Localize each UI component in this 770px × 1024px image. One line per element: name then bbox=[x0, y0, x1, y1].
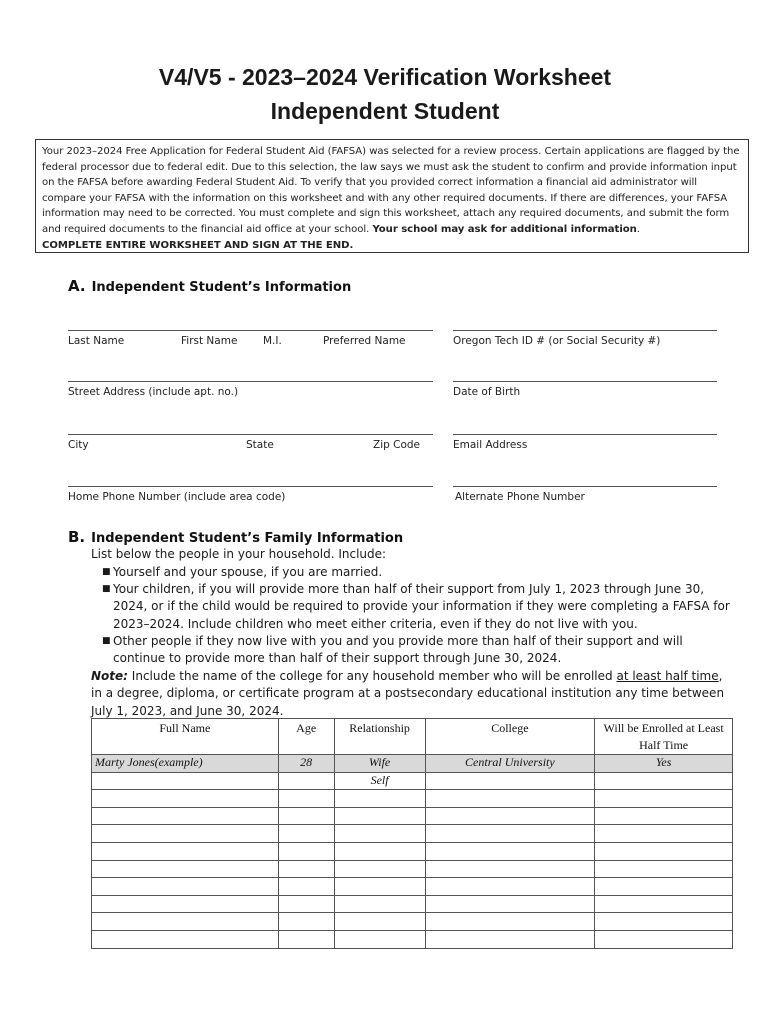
title-line-1: V4/V5 - 2023–2024 Verification Worksheet bbox=[158, 64, 612, 90]
table-cell[interactable] bbox=[278, 842, 334, 860]
table-cell[interactable] bbox=[595, 930, 733, 948]
title-line-2: Independent Student bbox=[270, 98, 500, 124]
email-label: Email Address bbox=[453, 439, 528, 451]
table-row[interactable] bbox=[92, 895, 733, 913]
email-line[interactable] bbox=[453, 434, 717, 435]
col-header-college: College bbox=[425, 719, 595, 755]
table-cell[interactable] bbox=[595, 772, 733, 790]
table-row[interactable] bbox=[92, 790, 733, 808]
table-row[interactable] bbox=[92, 825, 733, 843]
table-cell[interactable] bbox=[278, 772, 334, 790]
table-cell[interactable] bbox=[278, 825, 334, 843]
table-cell[interactable] bbox=[425, 790, 595, 808]
bullet-text: Other people if they now live with you and you provide more than half of their support and will continue to provide more than half of their support through June 30, 2024. bbox=[113, 634, 683, 666]
home-phone-label: Home Phone Number (include area code) bbox=[68, 491, 286, 503]
table-cell[interactable] bbox=[595, 860, 733, 878]
bullet-text: Your children, if you will provide more than half of their support from July 1, 2023 through June 30, 2024, or if the child would be required to provide your information if they were completing a FAFSA for 2023–2024. Include children who meet either criteria, even if they do not live with you. bbox=[113, 582, 730, 631]
table-cell[interactable] bbox=[425, 807, 595, 825]
example-age: 28 bbox=[278, 755, 334, 773]
note-underline: at least half time bbox=[616, 669, 719, 683]
bullet-icon: ■ bbox=[102, 636, 111, 646]
section-a-heading bbox=[68, 277, 351, 295]
example-college: Central University bbox=[425, 755, 595, 773]
mi-label: M.I. bbox=[263, 335, 282, 347]
table-cell[interactable] bbox=[425, 913, 595, 931]
section-a-title: Independent Student’s Information bbox=[91, 280, 352, 295]
section-b-title: Independent Student’s Family Information bbox=[91, 531, 404, 546]
street-line[interactable] bbox=[68, 381, 433, 382]
example-row bbox=[92, 755, 733, 773]
table-cell[interactable] bbox=[92, 895, 279, 913]
last-name-label: Last Name bbox=[68, 335, 125, 347]
table-cell[interactable] bbox=[425, 772, 595, 790]
preferred-name-label: Preferred Name bbox=[323, 335, 406, 347]
intro-text: Your 2023–2024 Free Application for Federal Student Aid (FAFSA) was selected for a review process. Certain applications are flagged by the federal processor due to federal edit. Due to this selection, the law says we must ask the student to confirm and provide information input on the FAFSA before awarding Federal Student Aid. To verify that you provided correct information a financial aid administrator will compare your FAFSA with the information on this worksheet and with any other required documents. If there are differences, your FAFSA information may need to be corrected. You must complete and sign this worksheet, attach any required documents, and submit the form and required documents to the financial aid office at your school. bbox=[42, 146, 740, 235]
student-id-label: Oregon Tech ID # (or Social Security #) bbox=[453, 335, 661, 347]
col-header-age: Age bbox=[278, 719, 334, 755]
table-cell[interactable] bbox=[334, 860, 425, 878]
dob-line[interactable] bbox=[453, 381, 717, 382]
table-row[interactable] bbox=[92, 860, 733, 878]
household-table bbox=[91, 718, 733, 949]
bullet-item bbox=[102, 633, 723, 668]
table-cell[interactable] bbox=[595, 825, 733, 843]
bullet-icon: ■ bbox=[102, 567, 111, 577]
table-cell[interactable] bbox=[278, 913, 334, 931]
col-header-enrolled: Will be Enrolled at Least Half Time bbox=[595, 719, 733, 755]
home-phone-line[interactable] bbox=[68, 486, 433, 487]
self-relationship-cell: Self bbox=[334, 772, 425, 790]
table-cell[interactable] bbox=[92, 930, 279, 948]
intro-bold-text: Your school may ask for additional information bbox=[372, 223, 637, 235]
col-header-relationship: Relationship bbox=[334, 719, 425, 755]
table-cell[interactable] bbox=[425, 860, 595, 878]
table-cell[interactable] bbox=[92, 842, 279, 860]
table-row[interactable] bbox=[92, 772, 733, 790]
table-cell[interactable] bbox=[334, 790, 425, 808]
table-cell[interactable] bbox=[425, 825, 595, 843]
table-cell[interactable] bbox=[278, 807, 334, 825]
table-cell[interactable] bbox=[92, 860, 279, 878]
table-cell[interactable] bbox=[278, 790, 334, 808]
table-cell[interactable] bbox=[92, 790, 279, 808]
table-cell[interactable] bbox=[92, 825, 279, 843]
complete-instruction: COMPLETE ENTIRE WORKSHEET AND SIGN AT THE END. bbox=[42, 239, 354, 251]
zip-label: Zip Code bbox=[373, 439, 420, 451]
table-cell[interactable] bbox=[595, 913, 733, 931]
col-header-full-name: Full Name bbox=[92, 719, 279, 755]
first-name-label: First Name bbox=[181, 335, 238, 347]
city-label: City bbox=[68, 439, 89, 451]
alt-phone-label: Alternate Phone Number bbox=[455, 491, 585, 503]
table-cell[interactable] bbox=[595, 842, 733, 860]
bullet-item bbox=[102, 564, 733, 581]
table-cell[interactable] bbox=[334, 825, 425, 843]
table-row[interactable] bbox=[92, 930, 733, 948]
table-cell[interactable] bbox=[334, 807, 425, 825]
bullet-icon: ■ bbox=[102, 584, 111, 594]
table-cell[interactable] bbox=[425, 878, 595, 896]
table-cell[interactable] bbox=[334, 878, 425, 896]
table-cell[interactable] bbox=[425, 842, 595, 860]
table-row[interactable] bbox=[92, 842, 733, 860]
example-enrolled: Yes bbox=[595, 755, 733, 773]
table-cell[interactable] bbox=[92, 772, 279, 790]
table-cell[interactable] bbox=[92, 913, 279, 931]
intro-end-text: . bbox=[636, 223, 640, 235]
table-cell[interactable] bbox=[278, 878, 334, 896]
table-cell[interactable] bbox=[595, 895, 733, 913]
table-cell[interactable] bbox=[278, 895, 334, 913]
table-cell[interactable] bbox=[278, 860, 334, 878]
city-line[interactable] bbox=[68, 434, 433, 435]
table-cell[interactable] bbox=[92, 807, 279, 825]
table-cell[interactable] bbox=[334, 895, 425, 913]
name-line[interactable] bbox=[68, 330, 433, 331]
section-b-letter: B. bbox=[68, 528, 86, 546]
table-cell[interactable] bbox=[595, 878, 733, 896]
section-b-heading bbox=[68, 528, 403, 546]
example-relationship: Wife bbox=[334, 755, 425, 773]
table-cell[interactable] bbox=[595, 807, 733, 825]
table-cell[interactable] bbox=[334, 930, 425, 948]
street-label: Street Address (include apt. no.) bbox=[68, 386, 239, 398]
example-full-name: Marty Jones(example) bbox=[92, 755, 279, 773]
note-label: Note: bbox=[91, 669, 128, 683]
table-cell[interactable] bbox=[334, 913, 425, 931]
table-row[interactable] bbox=[92, 807, 733, 825]
state-label: State bbox=[246, 439, 274, 451]
note-paragraph bbox=[91, 668, 736, 720]
section-a-letter: A. bbox=[68, 277, 86, 295]
intro-box bbox=[35, 139, 749, 253]
note-text-1: Include the name of the college for any household member who will be enrolled bbox=[131, 669, 613, 683]
table-cell[interactable] bbox=[595, 790, 733, 808]
bullet-item bbox=[102, 581, 735, 633]
dob-label: Date of Birth bbox=[453, 386, 521, 398]
bullet-text: Yourself and your spouse, if you are married. bbox=[113, 565, 383, 579]
table-cell[interactable] bbox=[334, 842, 425, 860]
table-header-row bbox=[92, 719, 733, 755]
section-b-intro: List below the people in your household. Include: bbox=[91, 547, 387, 561]
alt-phone-line[interactable] bbox=[453, 486, 717, 487]
table-row[interactable] bbox=[92, 878, 733, 896]
table-cell[interactable] bbox=[278, 930, 334, 948]
table-cell[interactable] bbox=[425, 930, 595, 948]
table-row[interactable] bbox=[92, 913, 733, 931]
table-cell[interactable] bbox=[92, 878, 279, 896]
student-id-line[interactable] bbox=[453, 330, 717, 331]
note-text-2: , in a degree, diploma, or certificate program at a postsecondary educational institution any time between July 1, 2023, and June 30, 2024. bbox=[91, 669, 725, 718]
table-cell[interactable] bbox=[425, 895, 595, 913]
